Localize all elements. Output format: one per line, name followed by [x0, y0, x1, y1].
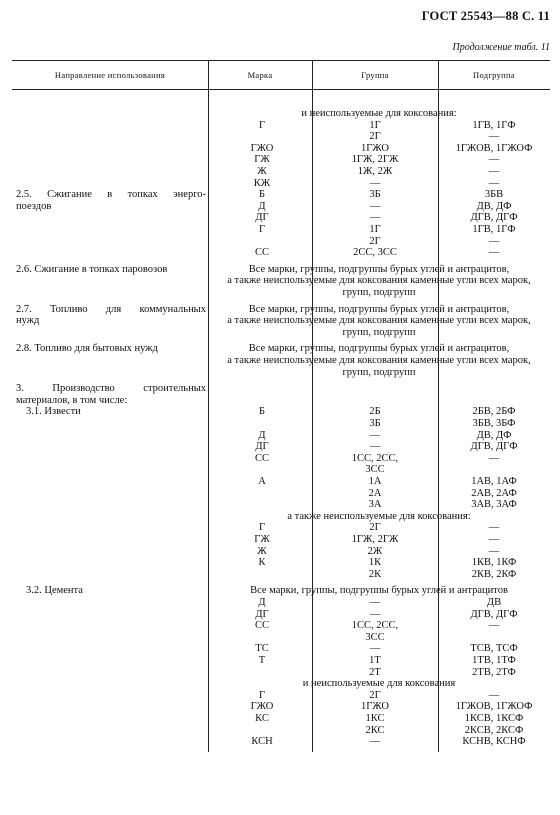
cell-brand: КЖ	[253, 177, 271, 189]
cell-group: 1ГЖО	[360, 142, 390, 154]
table-row	[12, 264, 550, 275]
cell-group: —	[369, 736, 381, 748]
cell-brand: СС	[254, 452, 269, 464]
spanning-note: групп, подгрупп	[342, 326, 416, 338]
page-header: ГОСТ 25543—88 С. 11	[421, 9, 550, 23]
cell-subgroup: 1КСВ, 1КСФ	[464, 713, 524, 724]
cell-group: 1К	[368, 557, 382, 569]
cell-brand: ГЖО	[250, 142, 274, 154]
spanning-note: Все марки, группы, подгруппы бурых углей и антрацитов,	[248, 263, 510, 275]
table-row	[12, 108, 550, 119]
cell-brand: ДГ	[255, 212, 269, 224]
cell-subgroup: 3АВ, 3АФ	[471, 499, 517, 511]
table-row	[12, 609, 550, 620]
spanning-note: а также неиспользуемые для коксования каменные угли всех марок,	[227, 275, 531, 287]
table-row	[12, 569, 550, 580]
table-row	[12, 304, 550, 315]
cell-group: 2Г	[369, 235, 381, 247]
table-row	[12, 275, 550, 286]
cell-subgroup: —	[488, 620, 500, 632]
cell-subgroup: КСНВ, КСНФ	[462, 736, 526, 748]
spanning-note: и неиспользуемые для коксования	[302, 678, 456, 690]
cell-group: 2Т	[369, 666, 381, 678]
cell-brand: Б	[258, 189, 266, 201]
cell-group: 2Г	[369, 131, 381, 143]
cell-brand: СС	[254, 247, 269, 259]
cell-subgroup: —	[488, 689, 500, 701]
table-row	[12, 441, 550, 452]
table-row	[12, 476, 550, 487]
table-row	[12, 736, 550, 747]
cell-usage: 2.6. Сжигание в топках паровозов	[16, 263, 168, 275]
table-row	[12, 247, 550, 258]
table-row	[12, 643, 550, 654]
table-row	[12, 464, 550, 475]
table-row	[12, 287, 550, 298]
cell-group: 1СС, 2СС,	[351, 452, 399, 464]
cell-usage: 2.7. Топливо для коммунальных	[16, 303, 206, 315]
table-row	[12, 236, 550, 247]
cell-brand: СС	[254, 620, 269, 632]
table-row	[12, 154, 550, 165]
table-row	[12, 343, 550, 354]
table-row	[12, 143, 550, 154]
cell-brand: К	[258, 557, 266, 569]
cell-usage: 2.5. Сжигание в топках энерго-	[16, 189, 206, 201]
cell-brand: ТС	[255, 643, 269, 655]
table-row	[12, 212, 550, 223]
cell-subgroup: ТСВ, ТСФ	[470, 643, 518, 655]
cell-group: —	[369, 212, 381, 224]
cell-group: 2А	[368, 487, 382, 499]
spanning-note: Все марки, группы, подгруппы бурых углей и антрацитов,	[248, 343, 510, 355]
table-row	[12, 655, 550, 666]
cell-group: 1ГЖО	[360, 701, 390, 713]
table-row	[12, 315, 550, 326]
cell-subgroup: —	[488, 545, 500, 557]
cell-group: —	[369, 643, 381, 655]
cell-subgroup: 3БВ, 3БФ	[472, 418, 516, 429]
cell-group: 2Г	[369, 522, 381, 534]
cell-subgroup: 2ТВ, 2ТФ	[472, 666, 516, 678]
cell-group: 1ГЖ, 2ГЖ	[351, 154, 399, 166]
table-row	[12, 488, 550, 499]
table-top-rule	[12, 60, 550, 61]
table-row	[12, 557, 550, 568]
cell-subgroup: —	[488, 235, 500, 247]
cell-group: 3Б	[369, 189, 381, 201]
table-row	[12, 546, 550, 557]
column-header-subgroup: Подгруппа	[473, 70, 515, 80]
cell-subgroup: —	[488, 522, 500, 534]
cell-brand: Б	[258, 406, 266, 418]
cell-brand: Т	[258, 655, 266, 666]
cell-brand: Д	[258, 429, 266, 441]
cell-subgroup: ДВ, ДФ	[476, 429, 512, 441]
cell-brand: Г	[258, 522, 266, 534]
cell-group: 2К	[368, 568, 382, 580]
spanning-note: групп, подгрупп	[342, 366, 416, 378]
cell-usage: материалов, в том числе:	[16, 394, 128, 406]
cell-subgroup: 1ГВ, 1ГФ	[472, 224, 516, 235]
cell-subgroup: ДГВ, ДГФ	[470, 212, 518, 224]
cell-group: 2Г	[369, 689, 381, 701]
table-row	[12, 166, 550, 177]
spanning-note: а также неиспользуемые для коксования каменные угли всех марок,	[227, 355, 531, 366]
table-row	[12, 725, 550, 736]
cell-brand: Г	[258, 224, 266, 235]
column-header-usage: Направление использования	[54, 70, 166, 80]
spanning-note: Все марки, группы, подгруппы бурых углей и антрацитов	[250, 585, 508, 597]
table-row	[12, 189, 550, 200]
cell-brand: ДГ	[255, 608, 269, 620]
table-row	[12, 632, 550, 643]
spanning-note: а также неиспользуемые для коксования:	[287, 510, 471, 522]
cell-group: 1Ж, 2Ж	[357, 166, 393, 177]
cell-subgroup: —	[488, 177, 500, 189]
table-header-rule	[12, 89, 550, 90]
cell-group: 3А	[368, 499, 382, 511]
table-row	[12, 534, 550, 545]
cell-group: 2Ж	[367, 545, 383, 557]
cell-brand: ДГ	[255, 441, 269, 453]
cell-brand: ГЖО	[250, 701, 274, 713]
spanning-note: Все марки, группы, подгруппы бурых углей и антрацитов,	[248, 303, 510, 315]
cell-usage: нужд	[16, 315, 40, 327]
table-row	[12, 597, 550, 608]
table-row	[12, 327, 550, 338]
column-header-group: Группа	[361, 70, 389, 80]
cell-subgroup: 2КСВ, 2КСФ	[464, 724, 524, 736]
cell-brand: Д	[258, 597, 266, 608]
table-row	[12, 224, 550, 235]
table-row	[12, 701, 550, 712]
cell-brand: КС	[255, 713, 269, 724]
table-row	[12, 355, 550, 366]
table-row	[12, 395, 550, 406]
cell-usage: поездов	[16, 200, 52, 212]
cell-brand: Д	[258, 200, 266, 212]
cell-usage: 3.2. Цемента	[26, 585, 83, 597]
cell-usage: 3.1. Извести	[26, 406, 81, 418]
table-row	[12, 406, 550, 417]
cell-group: —	[369, 200, 381, 212]
cell-subgroup: —	[488, 166, 500, 177]
cell-usage: 2.8. Топливо для бытовых нужд	[16, 343, 158, 355]
cell-group: —	[369, 441, 381, 453]
cell-group: 2КС	[365, 724, 385, 736]
cell-brand: ГЖ	[254, 534, 270, 545]
table-row	[12, 511, 550, 522]
table-row	[12, 713, 550, 724]
table-row	[12, 585, 550, 596]
cell-subgroup: 2КВ, 2КФ	[471, 568, 517, 580]
cell-subgroup: ДВ, ДФ	[476, 200, 512, 212]
table-row	[12, 667, 550, 678]
cell-subgroup: 1АВ, 1АФ	[471, 476, 517, 487]
cell-usage: 3. Производство строительных	[16, 383, 206, 395]
column-header-brand: Марка	[247, 70, 273, 80]
cell-brand: Г	[258, 119, 266, 131]
cell-subgroup: ДВ	[486, 597, 502, 608]
spanning-note: а также неиспользуемые для коксования каменные угли всех марок,	[227, 315, 531, 327]
cell-group: 1Г	[369, 224, 381, 235]
cell-group: 1Г	[369, 119, 381, 131]
table-row	[12, 201, 550, 212]
cell-subgroup: —	[488, 131, 500, 143]
column-divider	[438, 60, 439, 752]
cell-subgroup: —	[488, 247, 500, 259]
cell-group: —	[369, 608, 381, 620]
column-divider	[208, 60, 209, 752]
cell-brand: Ж	[257, 166, 267, 177]
cell-group: —	[369, 177, 381, 189]
table-row	[12, 418, 550, 429]
table-row	[12, 367, 550, 378]
cell-group: 1ГЖ, 2ГЖ	[351, 534, 399, 545]
cell-brand: А	[258, 476, 266, 487]
cell-group: —	[369, 597, 381, 608]
spanning-note: групп, подгрупп	[342, 287, 416, 298]
column-divider	[312, 60, 313, 752]
spanning-note: и неиспользуемые для коксования:	[301, 108, 457, 119]
cell-group: 3СС	[365, 631, 385, 643]
cell-group: 1КС	[365, 713, 385, 724]
cell-group: —	[369, 429, 381, 441]
cell-brand: Г	[258, 689, 266, 701]
cell-group: 1СС, 2СС,	[351, 620, 399, 632]
table-continuation-label: Продолжение табл. 11	[452, 42, 550, 53]
cell-brand: ГЖ	[254, 154, 270, 166]
table-row	[12, 430, 550, 441]
cell-subgroup: 1ГВ, 1ГФ	[472, 119, 516, 131]
cell-subgroup: 2АВ, 2АФ	[471, 487, 517, 499]
cell-group: 2СС, 3СС	[353, 247, 397, 259]
table-row	[12, 131, 550, 142]
cell-subgroup: —	[488, 452, 500, 464]
table-row	[12, 522, 550, 533]
table-row	[12, 499, 550, 510]
cell-group: 2Б	[369, 406, 381, 418]
cell-group: 1А	[368, 476, 382, 487]
table-row	[12, 120, 550, 131]
cell-subgroup: ДГВ, ДГФ	[470, 608, 518, 620]
table-row	[12, 620, 550, 631]
cell-group: 1Т	[369, 655, 381, 666]
cell-brand: КСН	[251, 736, 273, 748]
cell-subgroup: 1КВ, 1КФ	[471, 557, 517, 569]
cell-subgroup: 1ГЖОВ, 1ГЖОФ	[455, 142, 533, 154]
cell-brand: Ж	[257, 545, 267, 557]
table-row	[12, 178, 550, 189]
table-row	[12, 678, 550, 689]
cell-subgroup: ДГВ, ДГФ	[470, 441, 518, 453]
cell-subgroup: 2БВ, 2БФ	[472, 406, 516, 418]
cell-subgroup: 1ТВ, 1ТФ	[472, 655, 516, 666]
cell-group: 3СС	[365, 464, 385, 476]
cell-subgroup: 3БВ	[484, 189, 504, 201]
table-row	[12, 690, 550, 701]
table-row	[12, 453, 550, 464]
cell-group: 3Б	[369, 418, 381, 429]
cell-subgroup: —	[488, 534, 500, 545]
table-row	[12, 383, 550, 394]
cell-subgroup: —	[488, 154, 500, 166]
cell-subgroup: 1ГЖОВ, 1ГЖОФ	[455, 701, 533, 713]
